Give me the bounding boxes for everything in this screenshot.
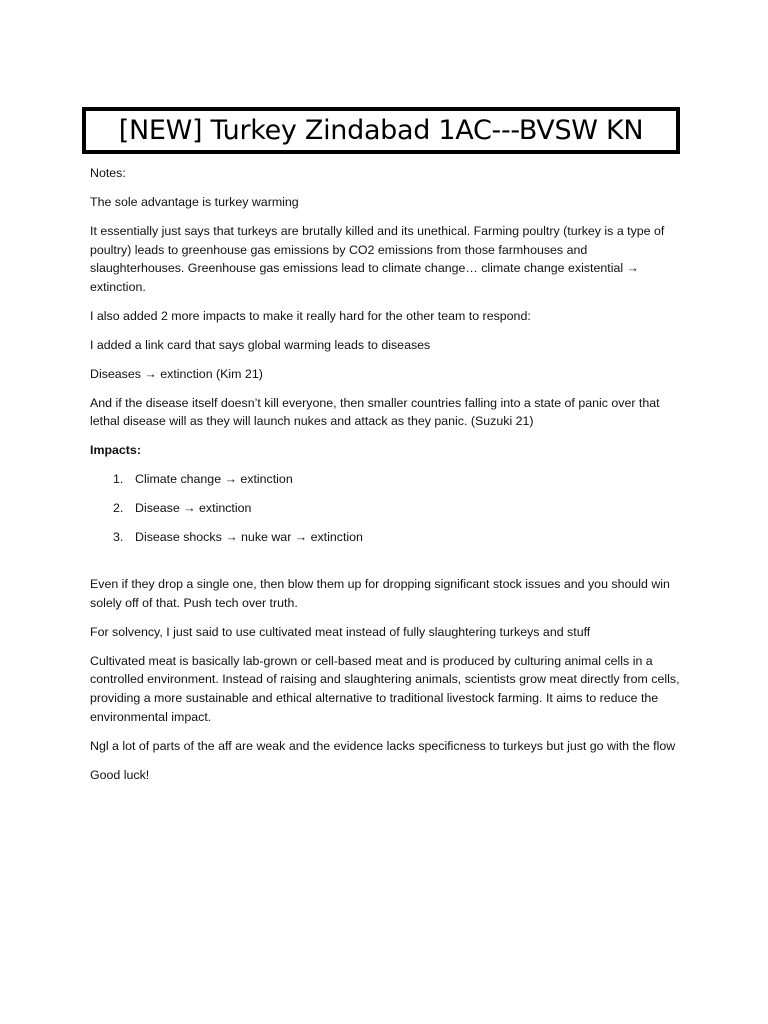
paragraph-explanation: It essentially just says that turkeys are brutally killed and its unethical. Farming poultry (turkey is a type of poultry) leads to greenhouse gas emissions by CO2 emissions from those farmhouses and slaughterhouses. Greenhouse gas emissions lead to climate change… climate change existential → extinction. (90, 223, 665, 294)
paragraph-cultivated-meat: Cultivated meat is basically lab-grown or cell-based meat and is produced by culturing animal cells in a controlled environment. Instead of raising and slaughtering animals, scientists grow meat directly from cells, providing a more sustainable and ethical alternative to traditional livestock farming. It aims to reduce the environmental impact. (90, 653, 680, 724)
paragraph-drop-one: Even if they drop a single one, then blow them up for dropping significant stock issues and you should win solely off of that. Push tech over truth. (90, 577, 670, 610)
paragraph-diseases: Diseases → extinction (Kim 21) (90, 366, 263, 381)
paragraph-link-card: I added a link card that says global warming leads to diseases (90, 337, 431, 352)
list-item (90, 499, 680, 518)
title-box (82, 107, 680, 154)
list-item (90, 470, 680, 489)
impacts-heading: Impacts: (90, 443, 141, 458)
paragraph-advantage: The sole advantage is turkey warming (90, 194, 299, 209)
list-item-number: 2. (113, 501, 124, 516)
document-body (90, 164, 680, 795)
paragraph-added-impacts: I also added 2 more impacts to make it really hard for the other team to respond: (90, 308, 531, 323)
list-item-number: 3. (113, 530, 124, 545)
list-item-text: Climate change → extinction (135, 472, 293, 487)
list-item-text: Disease shocks → nuke war → extinction (135, 530, 363, 545)
impacts-list (90, 470, 680, 547)
list-item-number: 1. (113, 472, 124, 487)
paragraph-good-luck: Good luck! (90, 767, 150, 782)
list-item (90, 528, 680, 547)
paragraph-nukes: And if the disease itself doesn’t kill everyone, then smaller countries falling into a state of panic over that lethal disease will as they will launch nukes and attack as they panic. (Suzuki 21) (90, 395, 660, 429)
paragraph-solvency: For solvency, I just said to use cultivated meat instead of fully slaughtering turkeys and stuff (90, 624, 591, 639)
document-title: [NEW] Turkey Zindabad 1AC---BVSW KN (118, 115, 644, 146)
blank-line (90, 557, 680, 575)
paragraph-weak-parts: Ngl a lot of parts of the aff are weak and the evidence lacks specificness to turkeys but just go with the flow (90, 738, 676, 753)
notes-label: Notes: (90, 166, 126, 180)
list-item-text: Disease → extinction (135, 501, 252, 516)
